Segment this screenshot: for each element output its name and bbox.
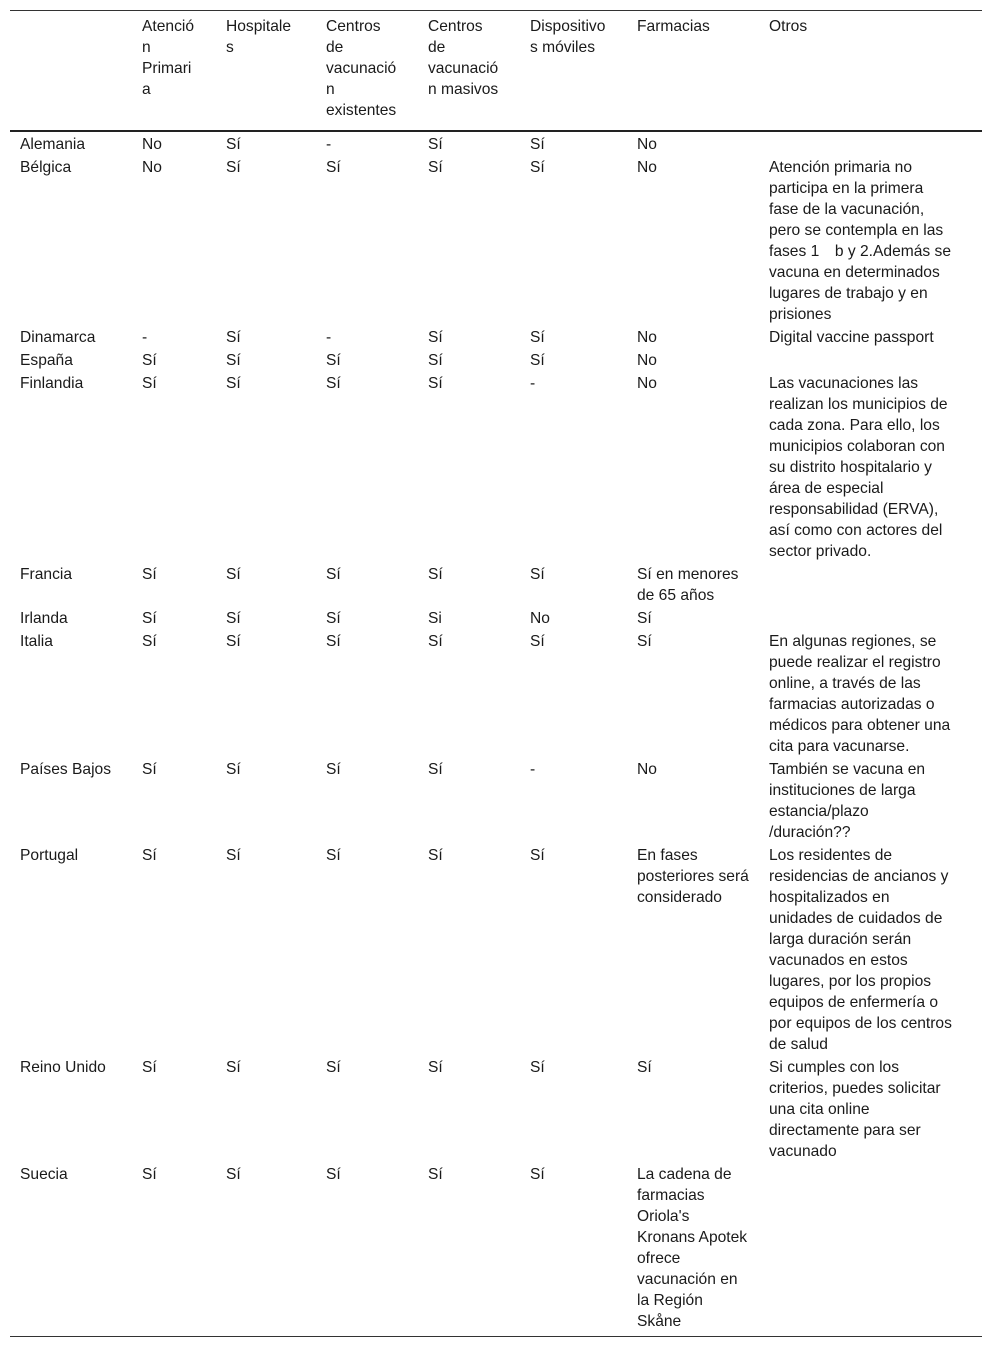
cell-hospitals: Sí — [226, 329, 241, 346]
cell-mobile-units: Sí — [530, 329, 545, 346]
cell-mobile-units: - — [530, 761, 536, 778]
cell-country: Bélgica — [20, 159, 72, 176]
cell-existing-centers: Sí — [326, 352, 341, 369]
cell-pharmacies: No — [637, 761, 657, 778]
cell-primary-care: Sí — [142, 352, 157, 369]
cell-country: Países Bajos — [20, 761, 112, 778]
cell-hospitals: Sí — [226, 761, 241, 778]
cell-primary-care: Sí — [142, 566, 157, 583]
cell-mobile-units: Sí — [530, 633, 545, 650]
cell-pharmacies: Sí — [637, 633, 652, 650]
cell-mobile-units: Sí — [530, 566, 545, 583]
cell-primary-care: Sí — [142, 1166, 157, 1183]
cell-pharmacies: No — [637, 329, 657, 346]
cell-others: Atención primaria no participa en la primera fase de la vacunación, pero se contempla en las fases 1 b y 2.Además se vacuna en determinados lugares de trabajo y en prisiones — [769, 159, 952, 323]
cell-hospitals: Sí — [226, 1059, 241, 1076]
cell-hospitals: Sí — [226, 375, 241, 392]
cell-others — [759, 349, 982, 372]
cell-others — [759, 131, 982, 156]
table-body — [10, 131, 982, 1337]
cell-country: Reino Unido — [20, 1059, 106, 1076]
cell-country: Dinamarca — [20, 329, 96, 346]
cell-mass-centers: Sí — [428, 329, 443, 346]
cell-country: Suecia — [20, 1166, 68, 1183]
cell-mass-centers: Sí — [428, 566, 443, 583]
cell-country: Francia — [20, 566, 72, 583]
cell-existing-centers: Sí — [326, 566, 341, 583]
cell-primary-care: No — [142, 136, 162, 153]
cell-existing-centers: Sí — [326, 1166, 341, 1183]
cell-primary-care: No — [142, 159, 162, 176]
cell-pharmacies: Sí en menores de 65 años — [637, 566, 739, 604]
table-row — [10, 630, 982, 758]
cell-existing-centers: Sí — [326, 1059, 341, 1076]
table-row — [10, 156, 982, 326]
header-others: Otros — [769, 18, 808, 35]
cell-mass-centers: Sí — [428, 633, 443, 650]
header-existing-centers: Centros de vacunación existentes — [326, 18, 397, 119]
cell-existing-centers: Sí — [326, 633, 341, 650]
cell-pharmacies: No — [637, 375, 657, 392]
cell-mass-centers: Sí — [428, 847, 443, 864]
cell-mass-centers: Sí — [428, 1059, 443, 1076]
cell-pharmacies: No — [637, 352, 657, 369]
table-row — [10, 844, 982, 1056]
cell-hospitals: Sí — [226, 610, 241, 627]
cell-existing-centers: - — [326, 136, 332, 153]
cell-primary-care: Sí — [142, 761, 157, 778]
cell-mass-centers: Si — [428, 610, 442, 627]
vaccination-settings-table — [10, 10, 982, 1337]
cell-country: Alemania — [20, 136, 86, 153]
cell-hospitals: Sí — [226, 566, 241, 583]
cell-primary-care: Sí — [142, 633, 157, 650]
cell-others — [759, 563, 982, 607]
header-mobile-units: Dispositivos móviles — [530, 18, 606, 56]
cell-mobile-units: Sí — [530, 159, 545, 176]
cell-mass-centers: Sí — [428, 375, 443, 392]
cell-pharmacies: Sí — [637, 610, 652, 627]
cell-mobile-units: - — [530, 375, 536, 392]
cell-existing-centers: Sí — [326, 761, 341, 778]
cell-country: España — [20, 352, 73, 369]
cell-others — [759, 607, 982, 630]
cell-primary-care: Sí — [142, 1059, 157, 1076]
cell-mass-centers: Sí — [428, 159, 443, 176]
cell-hospitals: Sí — [226, 847, 241, 864]
vaccination-table-container — [10, 10, 982, 1337]
cell-primary-care: Sí — [142, 610, 157, 627]
cell-others: Los residentes de residencias de ancianos y hospitalizados en unidades de cuidados de larga duración serán vacunados en estos lugares, por los propios equipos de enfermería o por equipos de los centros de salud — [769, 847, 952, 1053]
cell-primary-care: Sí — [142, 847, 157, 864]
cell-existing-centers: Sí — [326, 610, 341, 627]
cell-country: Finlandia — [20, 375, 84, 392]
table-row — [10, 607, 982, 630]
cell-country: Portugal — [20, 847, 79, 864]
cell-country: Italia — [20, 633, 53, 650]
cell-hospitals: Sí — [226, 136, 241, 153]
cell-others — [759, 1163, 982, 1337]
cell-existing-centers: - — [326, 329, 332, 346]
cell-mass-centers: Sí — [428, 761, 443, 778]
cell-others: También se vacuna en instituciones de larga estancia/plazo /duración?? — [769, 761, 926, 841]
table-row — [10, 372, 982, 563]
table-row — [10, 758, 982, 844]
cell-hospitals: Sí — [226, 633, 241, 650]
header-pharmacies: Farmacias — [637, 18, 710, 35]
cell-primary-care: - — [142, 329, 148, 346]
table-row — [10, 131, 982, 156]
cell-mobile-units: Sí — [530, 1059, 545, 1076]
cell-existing-centers: Sí — [326, 375, 341, 392]
header-row — [10, 11, 982, 132]
cell-pharmacies: No — [637, 159, 657, 176]
cell-pharmacies: En fases posteriores será considerado — [637, 847, 749, 906]
table-header — [10, 11, 982, 132]
table-row — [10, 1163, 982, 1337]
header-country — [10, 11, 132, 132]
cell-pharmacies: No — [637, 136, 657, 153]
cell-mass-centers: Sí — [428, 136, 443, 153]
cell-mobile-units: No — [530, 610, 550, 627]
cell-others: Si cumples con los criterios, puedes solicitar una cita online directamente para ser vacunado — [769, 1059, 941, 1160]
table-row — [10, 1056, 982, 1163]
table-row — [10, 349, 982, 372]
table-row — [10, 326, 982, 349]
cell-mobile-units: Sí — [530, 847, 545, 864]
cell-others: Las vacunaciones las realizan los municipios de cada zona. Para ello, los municipios colaboran con su distrito hospitalario y área de especial responsabilidad (ERVA), así como con actores del sector privado. — [769, 375, 948, 560]
cell-mobile-units: Sí — [530, 136, 545, 153]
header-mass-centers: Centros de vacunación masivos — [428, 18, 499, 98]
cell-hospitals: Sí — [226, 1166, 241, 1183]
cell-hospitals: Sí — [226, 352, 241, 369]
cell-existing-centers: Sí — [326, 159, 341, 176]
header-primary-care: Atención Primaria — [142, 18, 195, 98]
cell-hospitals: Sí — [226, 159, 241, 176]
cell-existing-centers: Sí — [326, 847, 341, 864]
cell-others: Digital vaccine passport — [769, 329, 934, 346]
cell-others: En algunas regiones, se puede realizar el registro online, a través de las farmacias autorizadas o médicos para obtener una cita para vacunarse. — [769, 633, 951, 755]
cell-country: Irlanda — [20, 610, 68, 627]
cell-pharmacies: La cadena de farmacias Oriola's Kronans Apotek ofrece vacunación en la Región Skåne — [637, 1166, 748, 1330]
table-row — [10, 563, 982, 607]
cell-primary-care: Sí — [142, 375, 157, 392]
cell-mass-centers: Sí — [428, 1166, 443, 1183]
cell-mobile-units: Sí — [530, 1166, 545, 1183]
header-hospitals: Hospitales — [226, 18, 292, 56]
cell-mobile-units: Sí — [530, 352, 545, 369]
cell-pharmacies: Sí — [637, 1059, 652, 1076]
cell-mass-centers: Sí — [428, 352, 443, 369]
